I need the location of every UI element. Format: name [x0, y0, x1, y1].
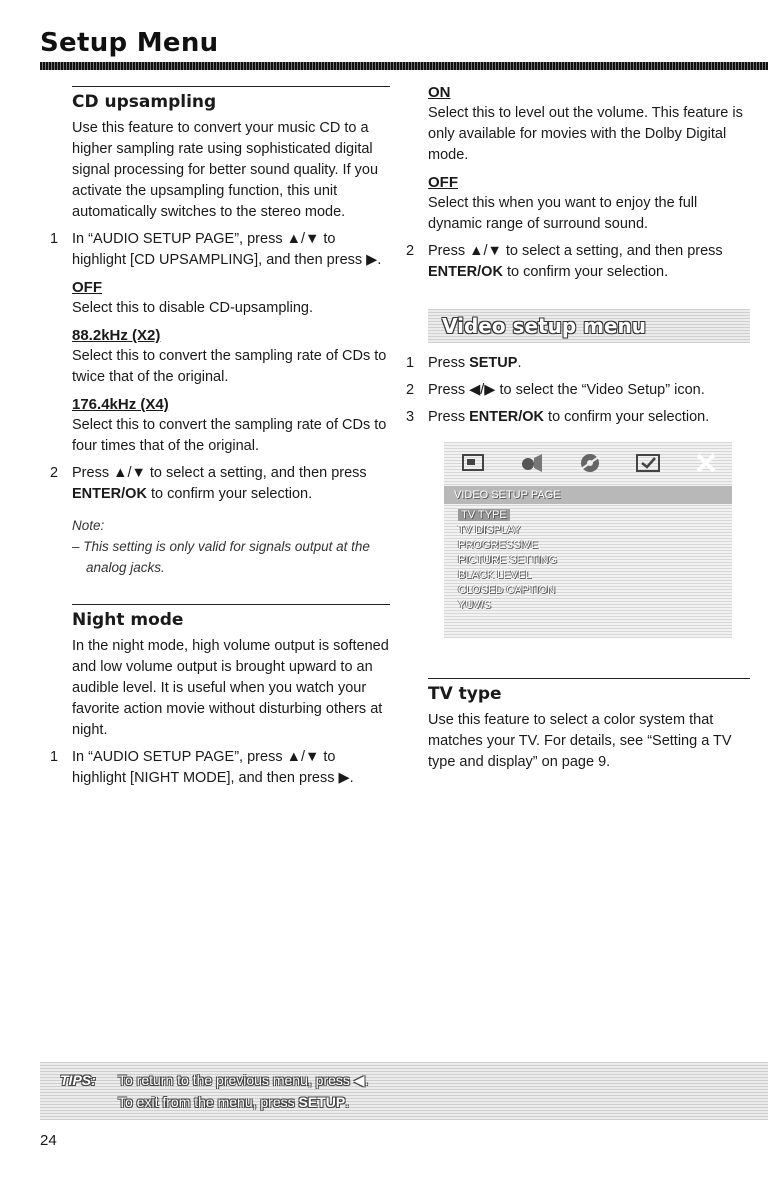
video-setup-icon — [576, 452, 604, 474]
night-mode-intro: In the night mode, high volume output is softened and low volume output is brought upward to an audible level. It is useful when you watch your favorite action movie without disturbing others at night. — [72, 638, 389, 738]
setup-key: SETUP — [469, 355, 518, 371]
enter-ok-key: ENTER/OK — [72, 486, 147, 502]
step-number: 2 — [406, 243, 415, 259]
video-step-2 — [406, 380, 750, 401]
menu-item-black-level[interactable]: BLACK LEVEL — [458, 569, 532, 581]
step-number: 1 — [50, 749, 59, 765]
step-text: Press — [428, 355, 470, 371]
step-text: to confirm your selection. — [146, 486, 313, 502]
video-setup-page-label: VIDEO SETUP PAGE — [444, 486, 732, 504]
menu-item-picture-setting[interactable]: PICTURE SETTING — [458, 554, 558, 566]
video-step-1-text — [428, 353, 750, 374]
tips-text: To exit from the menu, press — [118, 1094, 299, 1110]
step-text: to confirm your selection. — [502, 264, 669, 280]
video-setup-banner-text: Video setup menu — [442, 314, 646, 338]
video-step-1 — [406, 353, 750, 374]
menu-item-label: TV TYPE — [458, 509, 510, 521]
cd-option-88-desc: Select this to convert the sampling rate of CDs to twice that of the original. — [72, 348, 387, 385]
note-label: Note: — [72, 518, 105, 533]
enter-ok-key: ENTER/OK — [469, 409, 545, 425]
night-step-2-text — [428, 241, 750, 283]
step-text: Press ▲/▼ to select a setting, and then press — [428, 243, 723, 259]
tv-type-title: TV type — [428, 678, 750, 704]
video-setup-item-list — [444, 504, 732, 613]
menu-item-yuv-s[interactable]: YUV/S — [458, 599, 492, 611]
header-rule — [40, 62, 768, 70]
step-number: 2 — [406, 382, 415, 398]
night-step-1-text: In “AUDIO SETUP PAGE”, press ▲/▼ to highlight [NIGHT MODE], and then press ▶. — [72, 749, 354, 786]
video-setup-screen — [444, 442, 732, 638]
exit-icon — [692, 452, 720, 474]
night-step-1 — [50, 747, 390, 789]
cd-option-off-label: OFF — [72, 279, 102, 296]
night-option-on-label: ON — [428, 84, 451, 101]
step-number: 3 — [406, 409, 415, 425]
step-number: 2 — [50, 465, 59, 481]
menu-item-tv-type[interactable] — [458, 508, 732, 523]
cd-upsampling-title: CD upsampling — [72, 86, 390, 112]
menu-item-closed-caption[interactable]: CLOSED CAPTION — [458, 584, 556, 596]
step-text: Press ▲/▼ to select a setting, and then press — [72, 465, 367, 481]
cd-step-1 — [50, 229, 390, 271]
tips-label: TIPS: — [60, 1072, 96, 1088]
setup-key: SETUP — [298, 1094, 346, 1110]
right-column — [406, 84, 750, 773]
setup-icon-row — [444, 442, 732, 480]
tips-text: . — [345, 1094, 350, 1110]
step-number: 1 — [50, 231, 59, 247]
video-step-3-text — [428, 407, 750, 428]
menu-item-progressive[interactable]: PROGRESSIVE — [458, 539, 539, 551]
video-step-3 — [406, 407, 750, 428]
cd-step-1-text: In “AUDIO SETUP PAGE”, press ▲/▼ to highlight [CD UPSAMPLING], and then press ▶. — [72, 231, 382, 268]
night-option-off-label: OFF — [428, 174, 458, 191]
page-header — [40, 28, 768, 70]
general-setup-icon — [460, 452, 488, 474]
night-option-on-desc: Select this to level out the volume. This feature is only available for movies with the Dolby Digital mode. — [428, 105, 743, 163]
video-step-2-text: Press ◀/▶ to select the “Video Setup” icon. — [428, 382, 705, 398]
tips-line-1: To return to the previous menu, press ◀. — [118, 1072, 369, 1088]
cd-option-176-label: 176.4kHz (X4) — [72, 396, 169, 413]
cd-step-2 — [50, 463, 390, 505]
video-setup-banner — [428, 309, 750, 343]
step-text: . — [517, 355, 522, 371]
night-option-off-desc: Select this when you want to enjoy the full dynamic range of surround sound. — [428, 195, 698, 232]
audio-setup-icon — [518, 452, 546, 474]
step-number: 1 — [406, 355, 415, 371]
tv-type-text: Use this feature to select a color system that matches your TV. For details, see “Setting a TV type and display” on page 9. — [428, 712, 732, 770]
page-number: 24 — [40, 1132, 57, 1149]
cd-option-176-desc: Select this to convert the sampling rate of CDs to four times that of the original. — [72, 417, 387, 454]
preference-icon — [634, 452, 662, 474]
note-text: – This setting is only valid for signals output at the analog jacks. — [72, 539, 370, 575]
step-text: Press — [428, 409, 470, 425]
night-mode-title: Night mode — [72, 604, 390, 630]
step-text: to confirm your selection. — [544, 409, 710, 425]
tips-line-2 — [118, 1094, 349, 1110]
cd-upsampling-intro: Use this feature to convert your music CD to a higher sampling rate using sophisticated digital signal processing for better sound quality. If you activate the upsampling function, this unit automatically switches to the stereo mode. — [72, 120, 379, 220]
night-step-2 — [406, 241, 750, 283]
cd-option-off-desc: Select this to disable CD-upsampling. — [72, 300, 313, 316]
menu-item-tv-display[interactable]: TV DISPLAY — [458, 524, 521, 536]
enter-ok-key: ENTER/OK — [428, 264, 503, 280]
cd-step-2-text — [72, 463, 390, 505]
left-column — [50, 86, 390, 789]
cd-option-88-label: 88.2kHz (X2) — [72, 327, 161, 344]
tips-box — [40, 1062, 768, 1120]
page-title: Setup Menu — [40, 28, 219, 58]
